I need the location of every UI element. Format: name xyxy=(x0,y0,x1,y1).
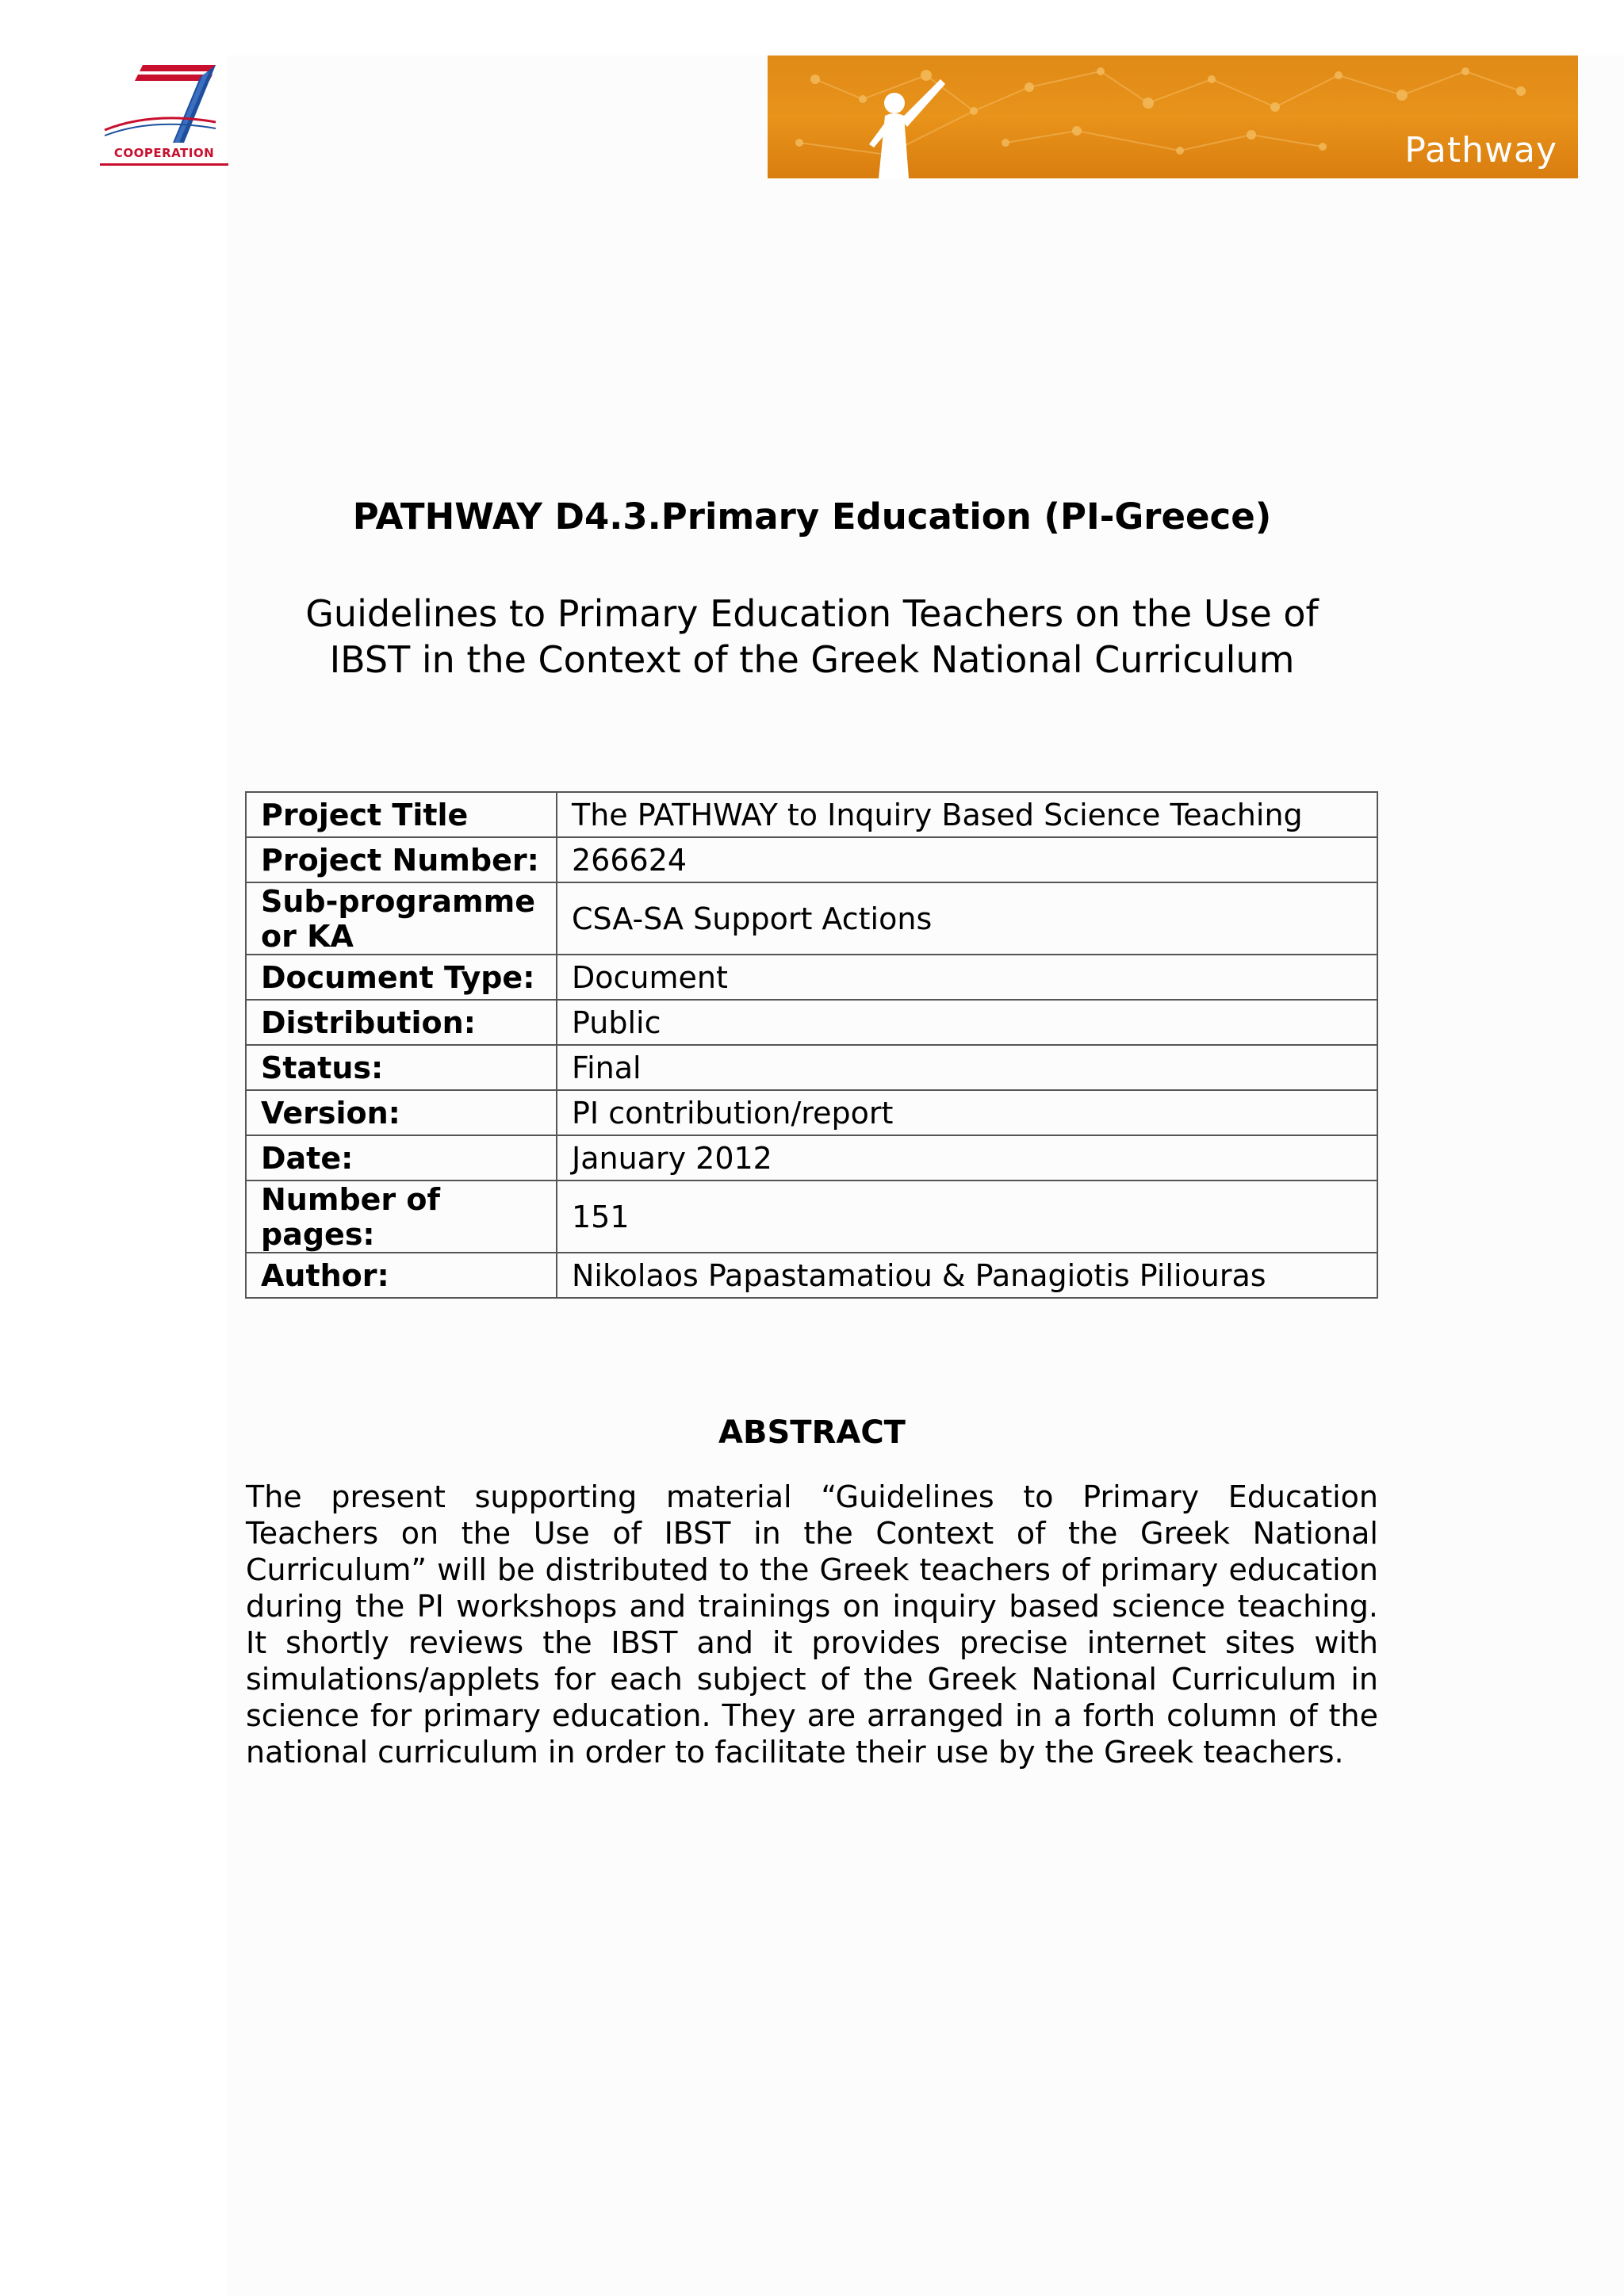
table-row xyxy=(246,1045,1377,1090)
pathway-banner-text: Pathway xyxy=(1404,130,1557,170)
project-number-value: 266624 xyxy=(557,837,1377,882)
table-row xyxy=(246,1181,1377,1253)
distribution-value: Public xyxy=(557,1000,1377,1045)
author-label: Author: xyxy=(246,1253,557,1298)
table-row xyxy=(246,792,1377,837)
project-info-table xyxy=(245,791,1378,1299)
date-value: January 2012 xyxy=(557,1135,1377,1181)
document-type-label: Document Type: xyxy=(246,955,557,1000)
number-of-pages-label: Number of pages: xyxy=(246,1181,557,1253)
pathway-banner xyxy=(768,55,1578,178)
fp7-underline-icon xyxy=(97,162,232,168)
subtitle-line-1: Guidelines to Primary Education Teachers on the Use of xyxy=(305,592,1319,635)
date-label: Date: xyxy=(246,1135,557,1181)
document-type-value: Document xyxy=(557,955,1377,1000)
table-row xyxy=(246,1090,1377,1135)
table-row xyxy=(246,1000,1377,1045)
version-value: PI contribution/report xyxy=(557,1090,1377,1135)
table-row xyxy=(246,882,1377,955)
project-number-label: Project Number: xyxy=(246,837,557,882)
project-title-label: Project Title xyxy=(246,792,557,837)
fp7-seven-icon xyxy=(97,60,232,147)
author-value: Nikolaos Papastamatiou & Panagiotis Piliouras xyxy=(557,1253,1377,1298)
fp7-cooperation-logo xyxy=(97,60,232,171)
abstract-body: The present supporting material “Guidelines to Primary Education Teachers on the Use of IBST in the Context of the Greek National Curriculum” will be distributed to the Greek teachers of primary education during the PI workshops and trainings on inquiry based science teaching. It shortly reviews the IBST and it provides precise internet sites with simulations/applets for each subject of the Greek National Curriculum in science for primary education. They are arranged in a forth column of the national curriculum in order to facilitate their use by the Greek teachers. xyxy=(246,1479,1378,1770)
document-subtitle xyxy=(0,591,1624,683)
document-title: PATHWAY D4.3.Primary Education (PI-Greece) xyxy=(352,496,1272,538)
table-row xyxy=(246,955,1377,1000)
sub-programme-value: CSA-SA Support Actions xyxy=(557,882,1377,955)
distribution-label: Distribution: xyxy=(246,1000,557,1045)
table-row xyxy=(246,837,1377,882)
status-value: Final xyxy=(557,1045,1377,1090)
status-label: Status: xyxy=(246,1045,557,1090)
table-row xyxy=(246,1253,1377,1298)
fp7-logo-text: COOPERATION xyxy=(113,146,215,160)
number-of-pages-value: 151 xyxy=(557,1181,1377,1253)
table-row xyxy=(246,1135,1377,1181)
subtitle-line-2: IBST in the Context of the Greek National Curriculum xyxy=(329,638,1295,681)
version-label: Version: xyxy=(246,1090,557,1135)
sub-programme-label: Sub-programme or KA xyxy=(246,882,557,955)
abstract-heading: ABSTRACT xyxy=(718,1414,906,1451)
project-title-value: The PATHWAY to Inquiry Based Science Teaching xyxy=(557,792,1377,837)
